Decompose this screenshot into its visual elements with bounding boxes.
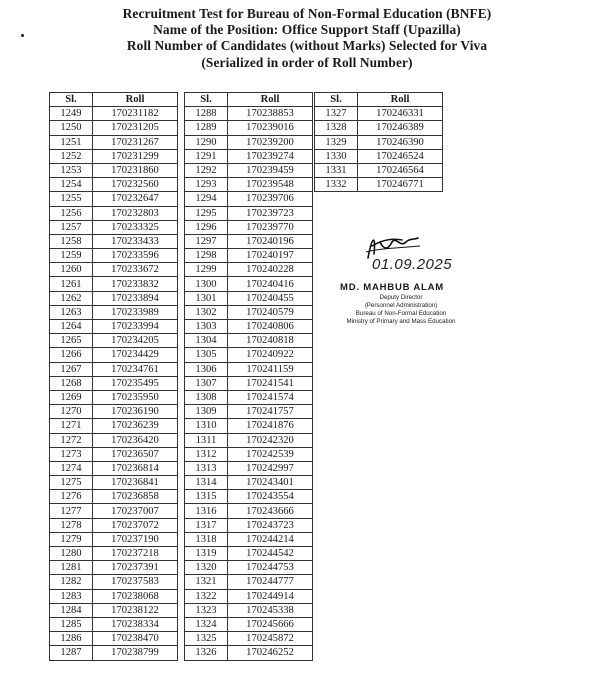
serial-cell: 1270 [50,405,93,419]
roll-cell: 170241876 [228,419,313,433]
table-row [185,220,313,234]
serial-cell: 1320 [185,561,228,575]
table-row [185,632,313,646]
serial-cell: 1259 [50,249,93,263]
serial-cell: 1265 [50,334,93,348]
table-row [185,561,313,575]
serial-cell: 1330 [315,149,358,163]
serial-cell: 1311 [185,433,228,447]
serial-cell: 1313 [185,461,228,475]
roll-cell: 170238334 [93,617,178,631]
roll-cell: 170241159 [228,362,313,376]
roll-cell: 170237583 [93,575,178,589]
roll-cell: 170238799 [93,646,178,660]
serial-cell: 1328 [315,121,358,135]
table-row [185,192,313,206]
roll-cell: 170240196 [228,234,313,248]
table-row [185,476,313,490]
roll-cell: 170238853 [228,107,313,121]
roll-cell: 170236814 [93,461,178,475]
serial-cell: 1318 [185,532,228,546]
serial-cell: 1323 [185,603,228,617]
serial-cell: 1326 [185,646,228,660]
table-row [50,561,178,575]
serial-cell: 1298 [185,249,228,263]
serial-cell: 1331 [315,163,358,177]
table-row [185,348,313,362]
table-row [50,234,178,248]
table-row [50,447,178,461]
table-row [185,646,313,660]
roll-cell: 170237190 [93,532,178,546]
serial-cell: 1302 [185,305,228,319]
roll-cell: 170243401 [228,476,313,490]
table-row [50,632,178,646]
roll-cell: 170237218 [93,547,178,561]
serial-cell: 1249 [50,107,93,121]
table-row [50,405,178,419]
table-row [50,178,178,192]
table-row [50,433,178,447]
table-row [50,461,178,475]
table-row [185,461,313,475]
table-row [50,206,178,220]
serial-cell: 1290 [185,135,228,149]
roll-cell: 170236858 [93,490,178,504]
roll-cell: 170233596 [93,249,178,263]
roll-cell: 170239548 [228,178,313,192]
serial-cell: 1256 [50,206,93,220]
table-row [185,532,313,546]
roll-cell: 170240455 [228,291,313,305]
serial-cell: 1321 [185,575,228,589]
serial-cell: 1276 [50,490,93,504]
serial-cell: 1332 [315,178,358,192]
table-row [50,376,178,390]
serial-cell: 1255 [50,192,93,206]
serial-cell: 1285 [50,617,93,631]
table-row [50,192,178,206]
table-row [185,291,313,305]
serial-cell: 1277 [50,504,93,518]
table-row [50,419,178,433]
roll-cell: 170239723 [228,206,313,220]
table-row [50,320,178,334]
table-row [185,504,313,518]
table-row [185,206,313,220]
serial-cell: 1319 [185,547,228,561]
roll-cell: 170240197 [228,249,313,263]
table-row [185,547,313,561]
table-row [185,263,313,277]
serial-cell: 1271 [50,419,93,433]
serial-cell: 1294 [185,192,228,206]
serial-cell: 1261 [50,277,93,291]
roll-cell: 170233325 [93,220,178,234]
roll-cell: 170237391 [93,561,178,575]
roll-cell: 170239016 [228,121,313,135]
column-header-roll: Roll [93,93,178,107]
serial-cell: 1254 [50,178,93,192]
roll-cell: 170241757 [228,405,313,419]
table-row [185,518,313,532]
roll-cell: 170231205 [93,121,178,135]
roll-cell: 170241574 [228,390,313,404]
table-row [185,249,313,263]
column-header-roll: Roll [228,93,313,107]
serial-cell: 1299 [185,263,228,277]
column-header-sl: Sl. [185,93,228,107]
table-row [50,291,178,305]
table-row [185,390,313,404]
roll-cell: 170233989 [93,305,178,319]
roll-cell: 170240416 [228,277,313,291]
serial-cell: 1315 [185,490,228,504]
serial-cell: 1325 [185,632,228,646]
serial-cell: 1284 [50,603,93,617]
table-row [185,178,313,192]
serial-cell: 1282 [50,575,93,589]
roll-cell: 170244542 [228,547,313,561]
table-row [185,320,313,334]
serial-cell: 1292 [185,163,228,177]
roll-cell: 170245666 [228,617,313,631]
serial-cell: 1324 [185,617,228,631]
serial-cell: 1252 [50,149,93,163]
serial-cell: 1289 [185,121,228,135]
table-row [50,220,178,234]
table-row [50,362,178,376]
serial-cell: 1304 [185,334,228,348]
roll-cell: 170246524 [358,149,443,163]
serial-cell: 1301 [185,291,228,305]
roll-cell: 170237072 [93,518,178,532]
table-row [185,107,313,121]
table-row [50,348,178,362]
serial-cell: 1291 [185,149,228,163]
serial-cell: 1264 [50,320,93,334]
roll-cell: 170238068 [93,589,178,603]
header-line-2: Name of the Position: Office Support Staff (Upazilla) [153,22,461,38]
roll-cell: 170233672 [93,263,178,277]
serial-cell: 1329 [315,135,358,149]
table-row [315,135,443,149]
serial-cell: 1250 [50,121,93,135]
column-header-sl: Sl. [315,93,358,107]
table-row [50,603,178,617]
roll-cell: 170246771 [358,178,443,192]
roll-cell: 170242320 [228,433,313,447]
roll-cell: 170239200 [228,135,313,149]
table-row [50,589,178,603]
roll-cell: 170241541 [228,376,313,390]
table-row [50,263,178,277]
roll-cell: 170233832 [93,277,178,291]
table-row [50,532,178,546]
serial-cell: 1303 [185,320,228,334]
roll-cell: 170237007 [93,504,178,518]
table-row [185,617,313,631]
serial-cell: 1260 [50,263,93,277]
table-row [50,334,178,348]
roll-cell: 170231860 [93,163,178,177]
signatory-wing: (Personnel Administration) [364,302,438,309]
serial-cell: 1295 [185,206,228,220]
signatory-ministry: Ministry of Primary and Mass Education [346,318,456,325]
table-row [50,390,178,404]
roll-cell: 170240579 [228,305,313,319]
table-row [185,376,313,390]
serial-cell: 1296 [185,220,228,234]
roll-cell: 170235950 [93,390,178,404]
roll-cell: 170231299 [93,149,178,163]
serial-cell: 1279 [50,532,93,546]
serial-cell: 1309 [185,405,228,419]
table-row [50,575,178,589]
roll-cell: 170246564 [358,163,443,177]
roll-cell: 170242539 [228,447,313,461]
signatory-name: MD. MAHBUB ALAM [340,282,444,293]
table-row [185,334,313,348]
serial-cell: 1314 [185,476,228,490]
table-row [185,589,313,603]
serial-cell: 1310 [185,419,228,433]
table-row [185,447,313,461]
header-line-3: Roll Number of Candidates (without Marks) Selected for Viva [126,38,488,54]
serial-cell: 1306 [185,362,228,376]
serial-cell: 1263 [50,305,93,319]
roll-table-2 [184,92,313,661]
roll-cell: 170240818 [228,334,313,348]
roll-cell: 170246389 [358,121,443,135]
table-row [315,163,443,177]
table-row [185,490,313,504]
roll-cell: 170245872 [228,632,313,646]
serial-cell: 1308 [185,390,228,404]
table-row [50,646,178,660]
serial-cell: 1280 [50,547,93,561]
roll-cell: 170232803 [93,206,178,220]
table-row [185,305,313,319]
table-row [50,476,178,490]
roll-cell: 170246390 [358,135,443,149]
serial-cell: 1305 [185,348,228,362]
serial-cell: 1273 [50,447,93,461]
table-row [50,518,178,532]
serial-cell: 1287 [50,646,93,660]
signature-date: 01.09.2025 [372,256,453,273]
roll-cell: 170232647 [93,192,178,206]
serial-cell: 1253 [50,163,93,177]
roll-cell: 170236841 [93,476,178,490]
roll-cell: 170243554 [228,490,313,504]
table-row [185,603,313,617]
serial-cell: 1274 [50,461,93,475]
roll-cell: 170232560 [93,178,178,192]
serial-cell: 1257 [50,220,93,234]
serial-cell: 1268 [50,376,93,390]
table-row [50,490,178,504]
serial-cell: 1297 [185,234,228,248]
serial-cell: 1317 [185,518,228,532]
roll-cell: 170240806 [228,320,313,334]
roll-cell: 170234429 [93,348,178,362]
roll-cell: 170235495 [93,376,178,390]
roll-cell: 170244214 [228,532,313,546]
table-row [185,277,313,291]
roll-cell: 170233894 [93,291,178,305]
roll-cell: 170233433 [93,234,178,248]
roll-cell: 170231267 [93,135,178,149]
roll-cell: 170236420 [93,433,178,447]
roll-table-1 [49,92,178,661]
table-row [50,305,178,319]
roll-cell: 170239706 [228,192,313,206]
header-line-4: (Serialized in order of Roll Number) [201,54,413,70]
roll-cell: 170244914 [228,589,313,603]
roll-cell: 170231182 [93,107,178,121]
serial-cell: 1312 [185,447,228,461]
roll-cell: 170242997 [228,461,313,475]
serial-cell: 1272 [50,433,93,447]
roll-cell: 170238122 [93,603,178,617]
table-row [50,547,178,561]
document-header [0,6,614,71]
roll-cell: 170243666 [228,504,313,518]
serial-cell: 1275 [50,476,93,490]
table-row [50,149,178,163]
table-row [185,419,313,433]
serial-cell: 1307 [185,376,228,390]
roll-cell: 170239770 [228,220,313,234]
roll-cell: 170234205 [93,334,178,348]
table-row [185,149,313,163]
roll-cell: 170236190 [93,405,178,419]
header-line-1: Recruitment Test for Bureau of Non-Formal Education (BNFE) [122,6,492,21]
table-row [50,249,178,263]
column-header-sl: Sl. [50,93,93,107]
table-row [50,121,178,135]
serial-cell: 1286 [50,632,93,646]
serial-cell: 1278 [50,518,93,532]
roll-cell: 170236239 [93,419,178,433]
table-row [50,277,178,291]
table-row [185,575,313,589]
signatory-office: Bureau of Non-Formal Education [355,310,447,317]
table-row [50,617,178,631]
roll-cell: 170243723 [228,518,313,532]
table-row [185,433,313,447]
serial-cell: 1258 [50,234,93,248]
table-row [185,405,313,419]
table-row [185,234,313,248]
table-row [315,107,443,121]
serial-cell: 1293 [185,178,228,192]
serial-cell: 1316 [185,504,228,518]
signatory-designation: Deputy Director [379,294,423,301]
table-row [50,107,178,121]
roll-cell: 170244777 [228,575,313,589]
table-row [185,121,313,135]
roll-cell: 170233994 [93,320,178,334]
roll-cell: 170234761 [93,362,178,376]
serial-cell: 1281 [50,561,93,575]
roll-cell: 170238470 [93,632,178,646]
roll-cell: 170245338 [228,603,313,617]
table-row [315,121,443,135]
serial-cell: 1283 [50,589,93,603]
roll-cell: 170240228 [228,263,313,277]
table-row [315,149,443,163]
roll-cell: 170239274 [228,149,313,163]
serial-cell: 1300 [185,277,228,291]
roll-cell: 170246331 [358,107,443,121]
column-header-roll: Roll [358,93,443,107]
table-row [50,135,178,149]
roll-cell: 170244753 [228,561,313,575]
table-row [185,362,313,376]
table-row [185,135,313,149]
roll-cell: 170236507 [93,447,178,461]
table-row [185,163,313,177]
serial-cell: 1262 [50,291,93,305]
table-row [50,163,178,177]
serial-cell: 1266 [50,348,93,362]
roll-cell: 170240922 [228,348,313,362]
serial-cell: 1251 [50,135,93,149]
serial-cell: 1322 [185,589,228,603]
table-row [50,504,178,518]
roll-cell: 170246252 [228,646,313,660]
roll-cell: 170239459 [228,163,313,177]
table-row [315,178,443,192]
roll-table-3 [314,92,443,192]
serial-cell: 1269 [50,390,93,404]
serial-cell: 1327 [315,107,358,121]
serial-cell: 1267 [50,362,93,376]
serial-cell: 1288 [185,107,228,121]
